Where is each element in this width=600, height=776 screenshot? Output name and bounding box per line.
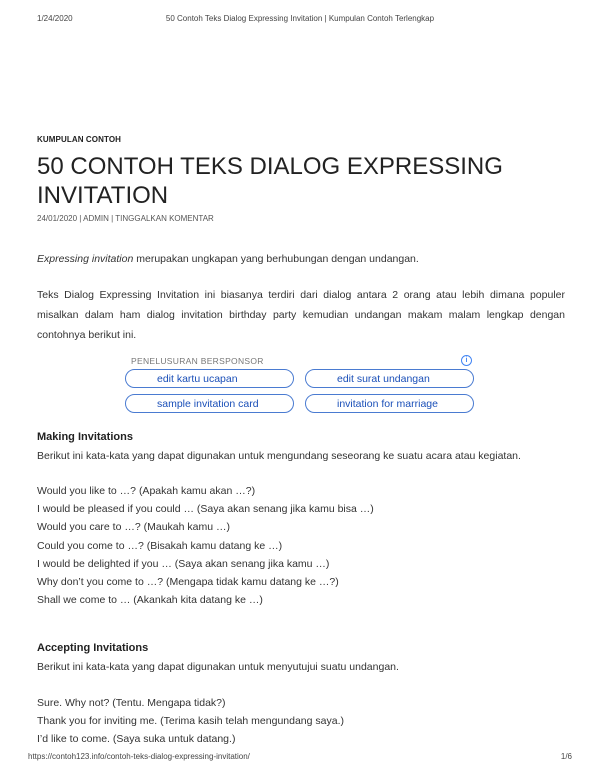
ad-link-edit-kartu-ucapan[interactable]: edit kartu ucapan xyxy=(125,369,294,388)
making-intro: Berikut ini kata-kata yang dapat digunakan untuk mengundang seseorang ke suatu acara atau kegiatan. xyxy=(37,450,521,462)
print-page-number: 1/6 xyxy=(560,752,572,761)
list-item: Shall we come to … (Akankah kita datang ke …) xyxy=(37,594,263,607)
sponsored-search-block xyxy=(125,353,475,415)
description-paragraph: Teks Dialog Expressing Invitation ini biasanya terdiri dari dialog antara 2 orang atau lebih dimana populer misalkan dalam ham dialog invitation birthday party kemudian undangan makam malam lengkap dengan contohnya berikut ini. xyxy=(37,289,565,341)
list-item: I would be delighted if you … (Saya akan senang jika kamu …) xyxy=(37,557,330,570)
intro-paragraph xyxy=(37,249,565,269)
accepting-invitations-heading: Accepting Invitations xyxy=(37,642,149,654)
print-date: 1/24/2020 xyxy=(37,14,73,23)
info-icon[interactable]: i xyxy=(461,355,472,366)
print-url: https://contoh123.info/contoh-teks-dialog-expressing-invitation/ xyxy=(28,752,250,761)
making-invitations-heading: Making Invitations xyxy=(37,431,133,443)
list-item: Could you come to …? (Bisakah kamu datang ke …) xyxy=(37,539,283,552)
list-item: Sure. Why not? (Tentu. Mengapa tidak?) xyxy=(37,697,226,709)
list-item: I would be pleased if you could … (Saya akan senang jika kamu bisa …) xyxy=(37,503,374,516)
ad-link-edit-surat-undangan[interactable]: edit surat undangan xyxy=(305,369,474,388)
list-item: I’d like to come. (Saya suka untuk datang.) xyxy=(37,733,236,746)
list-item: Why don’t you come to …? (Mengapa tidak kamu datang ke …?) xyxy=(37,576,339,589)
sponsored-label: PENELUSURAN BERSPONSOR xyxy=(131,356,264,366)
intro-term: Expressing invitation xyxy=(37,253,134,265)
intro-rest: merupakan ungkapan yang berhubungan dengan undangan. xyxy=(133,253,419,265)
article-meta: 24/01/2020 | ADMIN | TINGGALKAN KOMENTAR xyxy=(37,214,214,223)
category-link[interactable]: KUMPULAN CONTOH xyxy=(37,135,122,144)
list-item: Would you care to …? (Maukah kamu …) xyxy=(37,521,230,534)
print-page-title: 50 Contoh Teks Dialog Expressing Invitation | Kumpulan Contoh Terlengkap xyxy=(165,14,435,23)
list-item: Thank you for inviting me. (Terima kasih telah mengundang saya.) xyxy=(37,715,344,728)
making-phrases-list xyxy=(37,482,374,609)
article-title: 50 CONTOH TEKS DIALOG EXPRESSING INVITATION xyxy=(37,153,503,209)
accepting-phrases-list xyxy=(37,694,344,749)
ad-link-sample-invitation-card[interactable]: sample invitation card xyxy=(125,394,294,413)
ad-link-invitation-for-marriage[interactable]: invitation for marriage xyxy=(305,394,474,413)
list-item: Would you like to …? (Apakah kamu akan …?) xyxy=(37,485,256,497)
accepting-intro: Berikut ini kata-kata yang dapat digunakan untuk menyutujui suatu undangan. xyxy=(37,661,399,673)
